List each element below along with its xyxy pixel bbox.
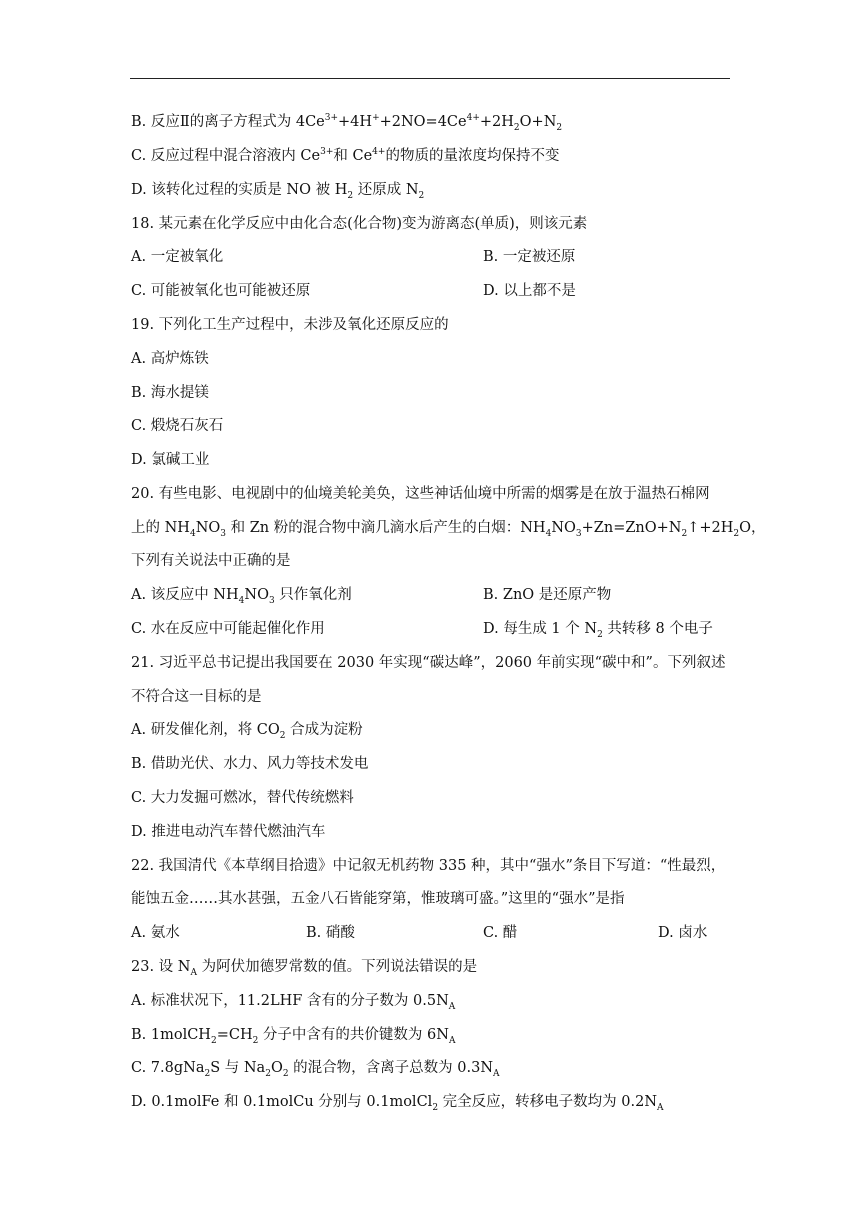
q19-option-b: B. 海水提镁: [131, 385, 209, 401]
q21-option-a: A. 研发催化剂，将 $CO_2$ 合成为淀粉: [131, 722, 363, 741]
q22-stem-line1: 22. 我国清代《本草纲目拾遗》中记叙无机药物 335 种，其中“强水”条目下写道：“性最烈，: [131, 858, 726, 874]
header-rule: [130, 78, 730, 79]
q19-option-d: D. 氯碱工业: [131, 452, 210, 468]
q23-option-d: D. 0.1molFe 和 0.1molCu 分别与 0.1molCl$_2$ 完全反应，转移电子数均为 $0.2N_A$: [131, 1094, 664, 1113]
q19-option-a: A. 高炉炼铁: [131, 351, 209, 367]
q17-option-c: C. 反应过程中混合溶液内 $Ce^{3+}$和 $Ce^{4+}$的物质的量浓度均保持不变: [131, 147, 560, 164]
q20-option-a: A. 该反应中 $NH_4NO_3$ 只作氧化剂: [131, 587, 352, 606]
q18-stem: 18. 某元素在化学反应中由化合态(化合物)变为游离态(单质)，则该元素: [131, 216, 588, 232]
q21-option-b: B. 借助光伏、水力、风力等技术发电: [131, 756, 369, 772]
q22-option-a: A. 氨水: [131, 925, 180, 941]
q19-option-c: C. 煅烧石灰石: [131, 418, 224, 434]
q23-option-a: A. 标准状况下，11.2LHF 含有的分子数为 $0.5N_A$: [131, 993, 456, 1012]
q22-option-d: D. 卤水: [658, 925, 708, 941]
q21-option-d: D. 推进电动汽车替代燃油汽车: [131, 824, 326, 840]
q17-option-d: D. 该转化过程的实质是 NO 被 $H_2$ 还原成 $N_2$: [131, 182, 425, 201]
q20-option-c: C. 水在反应中可能起催化作用: [131, 621, 325, 637]
q21-stem-line1: 21. 习近平总书记提出我国要在 2030 年实现“碳达峰”，2060 年前实现“碳中和”。下列叙述: [131, 655, 726, 671]
q22-stem-line2: 能蚀五金……其水甚强，五金八石皆能穿第，惟玻璃可盛。”这里的“强水”是指: [131, 891, 625, 907]
q23-stem: 23. 设 $N_A$ 为阿伏加德罗常数的值。下列说法错误的是: [131, 959, 478, 978]
q20-option-d: D. 每生成 1 个 $N_2$ 共转移 8 个电子: [483, 621, 713, 640]
q21-option-c: C. 大力发掘可燃冰，替代传统燃料: [131, 790, 354, 806]
q20-stem-line2: 上的 $NH_4NO_3$ 和 Zn 粉的混合物中滴几滴水后产生的白烟：$NH_4NO_3+Zn=ZnO+N_2↑+2H_2O$，: [131, 520, 766, 539]
q23-option-b: B. $1molCH_2=CH_2$ 分子中含有的共价键数为 $6N_A$: [131, 1027, 456, 1046]
q23-option-c: C. 7.8gNa$_2$S 与 $Na_2O_2$ 的混合物，含离子总数为 $0.3N_A$: [131, 1060, 500, 1079]
q20-stem-line1: 20. 有些电影、电视剧中的仙境美轮美奂，这些神话仙境中所需的烟雾是在放于温热石棉网: [131, 486, 710, 502]
q20-stem-line3: 下列有关说法中正确的是: [131, 553, 291, 569]
q21-stem-line2: 不符合这一目标的是: [131, 689, 262, 705]
q17-option-b: B. 反应Ⅱ的离子方程式为 $4Ce^{3+}+4H^++2NO=4Ce^{4+}+2H_2O+N_2$: [131, 113, 563, 133]
q18-option-a: A. 一定被氧化: [131, 249, 224, 265]
q20-option-b: B. ZnO 是还原产物: [483, 587, 612, 603]
q19-stem: 19. 下列化工生产过程中，未涉及氧化还原反应的: [131, 317, 449, 333]
q18-option-d: D. 以上都不是: [483, 283, 576, 299]
q22-option-c: C. 醋: [483, 925, 518, 941]
q18-option-b: B. 一定被还原: [483, 249, 576, 265]
q18-option-c: C. 可能被氧化也可能被还原: [131, 283, 311, 299]
q22-option-b: B. 硝酸: [306, 925, 355, 941]
